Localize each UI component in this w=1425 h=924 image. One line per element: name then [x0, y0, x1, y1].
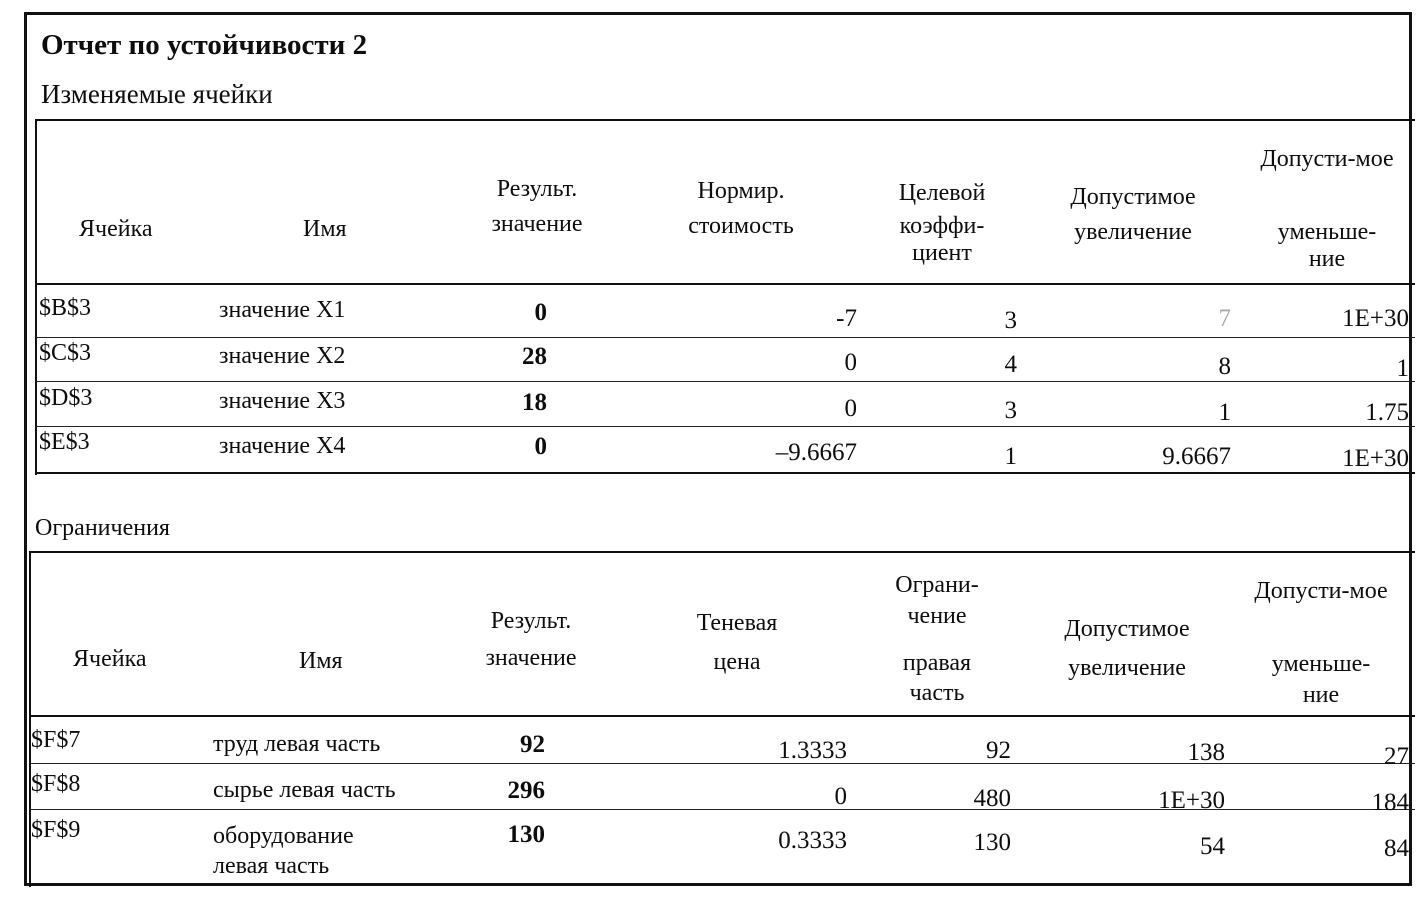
- variables-table-top-border: [35, 119, 1415, 121]
- row-value: 0: [534, 299, 547, 326]
- row-allowable-decrease: 1E+30: [1342, 305, 1409, 332]
- row-allowable-increase: 54: [1200, 833, 1225, 860]
- row-reduced-cost: 0: [844, 349, 857, 376]
- row-name: оборудование левая часть: [213, 823, 354, 879]
- row-cell-ref: $B$3: [39, 295, 92, 321]
- row-allowable-decrease: 1E+30: [1342, 445, 1409, 472]
- row-name: значение X2: [219, 343, 346, 369]
- row-allowable-decrease: 1.75: [1365, 399, 1409, 426]
- row-name: значение X3: [219, 388, 346, 414]
- col-header-reduced-cost: Нормир. стоимость: [688, 178, 794, 239]
- row-cell-ref: $F$8: [31, 771, 81, 797]
- sensitivity-report: [24, 12, 1412, 886]
- row-divider: [35, 381, 1415, 382]
- col-header-name: Имя: [299, 648, 343, 674]
- row-reduced-cost: 0: [844, 395, 857, 422]
- row-rhs: 480: [973, 785, 1011, 812]
- row-rhs: 92: [986, 737, 1011, 764]
- row-value: 0: [534, 433, 547, 460]
- row-name: труд левая часть: [213, 731, 381, 757]
- row-allowable-increase: 8: [1218, 353, 1231, 380]
- col-header-cell: Ячейка: [79, 216, 153, 242]
- col-header-shadow-price: Теневая цена: [696, 610, 778, 675]
- row-objective-coeff: 3: [1004, 397, 1017, 424]
- col-header-allowable-increase: Допустимое увеличение: [1064, 616, 1190, 681]
- row-reduced-cost: -7: [836, 305, 857, 332]
- col-header-name: Имя: [303, 216, 347, 242]
- col-header-allowable-increase: Допустимое увеличение: [1070, 184, 1196, 245]
- col-header-allowable-decrease: Допусти-мое уменьше- ние: [1254, 578, 1388, 708]
- row-divider: [35, 337, 1415, 338]
- constraints-table-top-border: [29, 551, 1415, 553]
- report-title: Отчет по устойчивости 2: [41, 29, 368, 61]
- row-shadow-price: 1.3333: [778, 737, 847, 764]
- row-allowable-increase: 7: [1218, 305, 1231, 332]
- row-shadow-price: 0.3333: [778, 827, 847, 854]
- row-value: 18: [522, 389, 547, 416]
- row-value: 92: [520, 731, 545, 758]
- row-name: значение X1: [219, 297, 346, 323]
- variables-section-title: Изменяемые ячейки: [41, 79, 273, 109]
- col-header-allowable-decrease: Допусти-мое уменьше- ние: [1260, 146, 1394, 272]
- col-header-cell: Ячейка: [73, 646, 147, 672]
- col-header-result: Результ. значение: [485, 608, 577, 671]
- row-reduced-cost: –9.6667: [775, 439, 857, 466]
- row-allowable-decrease: 184: [1371, 789, 1409, 816]
- row-objective-coeff: 4: [1004, 351, 1017, 378]
- row-allowable-increase: 1: [1218, 399, 1231, 426]
- row-allowable-decrease: 27: [1384, 743, 1409, 770]
- row-objective-coeff: 1: [1004, 443, 1017, 470]
- constraints-section-title: Ограничения: [35, 515, 170, 541]
- row-allowable-increase: 9.6667: [1162, 443, 1231, 470]
- row-allowable-increase: 138: [1187, 739, 1225, 766]
- row-allowable-increase: 1E+30: [1158, 787, 1225, 814]
- col-header-result: Результ. значение: [491, 176, 583, 237]
- row-name: сырье левая часть: [213, 777, 396, 803]
- row-value: 130: [507, 821, 545, 848]
- variables-table-left-border: [35, 119, 37, 475]
- variables-header-divider: [35, 283, 1415, 285]
- constraints-header-divider: [29, 715, 1415, 717]
- row-objective-coeff: 3: [1004, 307, 1017, 334]
- row-allowable-decrease: 1: [1396, 355, 1409, 382]
- row-cell-ref: $F$9: [31, 817, 81, 843]
- row-cell-ref: $F$7: [31, 727, 81, 753]
- row-cell-ref: $E$3: [39, 429, 90, 455]
- row-cell-ref: $D$3: [39, 385, 93, 411]
- row-allowable-decrease: 84: [1384, 835, 1409, 862]
- variables-table-bottom-border: [35, 472, 1415, 474]
- row-name: значение X4: [219, 433, 346, 459]
- row-rhs: 130: [973, 829, 1011, 856]
- row-value: 296: [507, 777, 545, 804]
- col-header-rhs: Ограни- чение правая часть: [895, 572, 979, 707]
- row-shadow-price: 0: [834, 783, 847, 810]
- col-header-objective-coeff: Целевой коэффи- циент: [898, 180, 986, 266]
- row-value: 28: [522, 343, 547, 370]
- row-cell-ref: $C$3: [39, 340, 92, 366]
